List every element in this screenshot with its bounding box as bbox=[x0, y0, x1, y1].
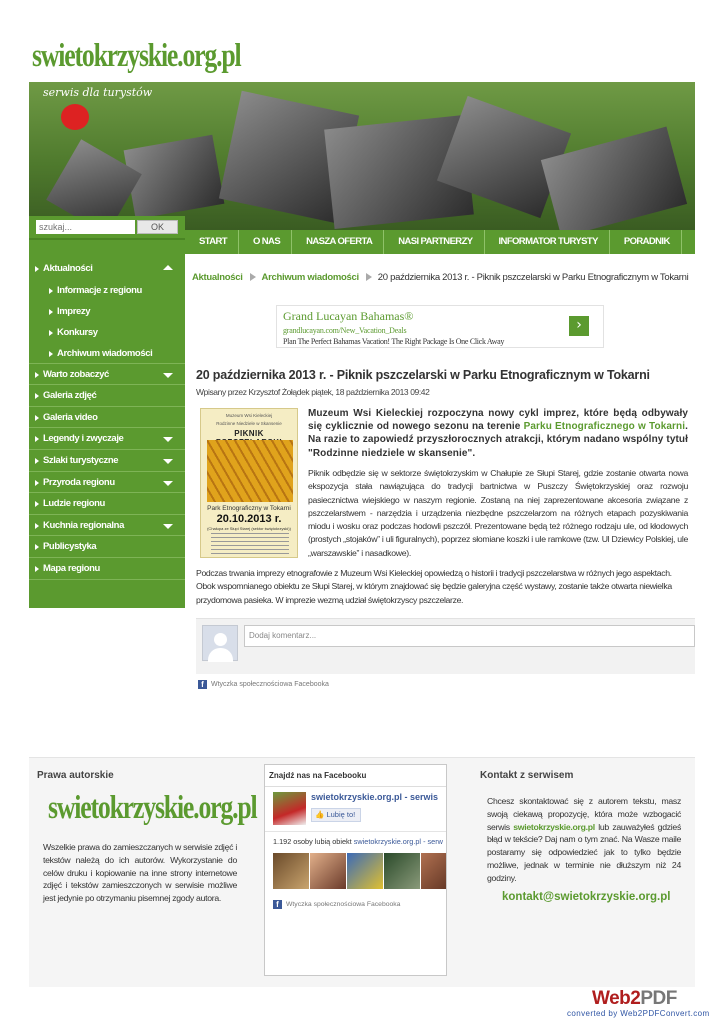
bullet-arrow-icon bbox=[35, 523, 39, 529]
sidebar-item-legendy-i-zwyczaje[interactable] bbox=[29, 428, 185, 450]
avatar bbox=[202, 625, 238, 661]
nav-item-o-nas[interactable]: O NAS bbox=[239, 230, 292, 254]
article-byline: Wpisany przez Krzysztof Żołądek piątek, 18 października 2013 09:42 bbox=[196, 387, 430, 397]
sidebar-item-label: Imprezy bbox=[57, 305, 91, 317]
fan-thumbnail[interactable] bbox=[310, 853, 346, 889]
sidebar-item-mapa-regionu[interactable] bbox=[29, 558, 185, 580]
web2pdf-logo[interactable]: Web2PDF bbox=[592, 988, 677, 1009]
sidebar-item-konkursy[interactable] bbox=[29, 322, 185, 343]
ad-banner[interactable] bbox=[276, 305, 604, 348]
site-tagline: serwis dla turystów bbox=[43, 86, 153, 99]
sidebar-item-label: Galeria zdjęć bbox=[43, 390, 97, 402]
facebook-page-link[interactable]: swietokrzyskie.org.pl - serw bbox=[353, 837, 443, 846]
sidebar-item-kuchnia-regionalna[interactable] bbox=[29, 515, 185, 537]
poster-place: Park Etnograficzny w Tokarni bbox=[207, 505, 291, 512]
sidebar-item-galeria-zdjęć[interactable] bbox=[29, 385, 185, 407]
site-logo[interactable]: swietokrzyskie.org.pl bbox=[32, 38, 241, 74]
sidebar-item-label: Legendy i zwyczaje bbox=[43, 433, 124, 445]
ad-description: Plan The Perfect Bahamas Vacation! The Right Package Is One Click Away bbox=[283, 337, 505, 346]
search-input[interactable] bbox=[36, 220, 135, 234]
facebook-like-count: 1.192 osoby lubią obiekt swietokrzyskie.org.pl - serw bbox=[265, 831, 446, 846]
search-button[interactable]: OK bbox=[137, 220, 178, 234]
poster-line1: Muzeum Wsi Kieleckiej bbox=[225, 413, 273, 418]
sidebar-item-label: Mapa regionu bbox=[43, 562, 100, 574]
sidebar-item-label: Aktualności bbox=[43, 263, 93, 274]
bullet-arrow-icon bbox=[35, 393, 39, 399]
breadcrumb-separator-icon bbox=[250, 273, 256, 281]
sidebar-item-label: Ludzie regionu bbox=[43, 498, 105, 510]
sidebar-item-label: Kuchnia regionalna bbox=[43, 519, 124, 531]
facebook-page-picture[interactable] bbox=[273, 792, 306, 825]
chevron-right-icon[interactable]: › bbox=[569, 316, 589, 336]
facebook-likebox bbox=[264, 764, 447, 976]
facebook-fan-thumbnails bbox=[273, 853, 447, 889]
fan-thumbnail[interactable] bbox=[273, 853, 309, 889]
copyright-text: Wszelkie prawa do zamieszczanych w serwisie zdjęć i tekstów należą do ich autorów. Wykorzystanie do celów druku i kopiowanie na inne strony internetowe zdjęć i tekstów zamieszczonych w serwisie możliwe jest jedynie po otrzymaniu pisemnej zgody autora. bbox=[43, 842, 237, 904]
breadcrumb-item-archiwum[interactable]: Archiwum wiadomości bbox=[261, 272, 359, 283]
mascot-witch-icon bbox=[61, 104, 89, 130]
footer-logo[interactable]: swietokrzyskie.org.pl bbox=[48, 790, 257, 826]
sidebar-item-informacje-z-regionu[interactable] bbox=[29, 280, 185, 301]
poster-small: (Chałupa ze Słupi Starej (sektor świętokrzyski)) bbox=[207, 526, 291, 531]
facebook-page-name[interactable]: swietokrzyskie.org.pl - serwis bbox=[311, 792, 439, 802]
article-paragraph: Podczas trwania imprezy etnografowie z Muzeum Wsi Kieleckiej opowiedzą o historii i tradycji pszczelarstwa w różnych jego aspektach. Obok wspomnianego obiektu ze Słupi Starej, w którym znajdować się będzie galeryjna część wystawy, zostanie także otwarta niewielka przydomowa pasieka. W imprezie wezmą udział świętokrzyscy pszczelarze. bbox=[196, 568, 672, 605]
sidebar-menu bbox=[29, 258, 185, 580]
sidebar-item-label: Informacje z regionu bbox=[57, 284, 142, 296]
event-poster bbox=[200, 408, 298, 558]
sidebar-item-label: Publicystyka bbox=[43, 541, 97, 553]
chevron-down-icon[interactable] bbox=[163, 437, 173, 442]
sidebar-item-label: Warto zobaczyć bbox=[43, 368, 109, 380]
fan-thumbnail[interactable] bbox=[384, 853, 420, 889]
sidebar-item-label: Galeria video bbox=[43, 411, 98, 423]
chevron-down-icon[interactable] bbox=[163, 524, 173, 529]
sidebar-item-archiwum-wiadomości[interactable] bbox=[29, 343, 185, 364]
breadcrumb-item-aktualnosci[interactable]: Aktualności bbox=[192, 272, 243, 283]
nav-item-start[interactable]: START bbox=[185, 230, 239, 254]
sidebar-item-label: Konkursy bbox=[57, 326, 98, 338]
sidebar bbox=[29, 216, 185, 608]
sidebar-item-label: Przyroda regionu bbox=[43, 476, 115, 488]
bullet-arrow-icon bbox=[35, 266, 39, 272]
sidebar-item-publicystyka[interactable] bbox=[29, 536, 185, 558]
facebook-plugin-credit[interactable]: f Wtyczka społecznościowa Facebooka bbox=[198, 680, 329, 689]
main-nav bbox=[185, 230, 695, 254]
chevron-down-icon[interactable] bbox=[163, 459, 173, 464]
sidebar-item-aktualności[interactable] bbox=[29, 258, 185, 280]
chevron-down-icon[interactable] bbox=[163, 373, 173, 378]
bullet-arrow-icon bbox=[49, 330, 53, 336]
ad-url[interactable]: grandlucayan.com/New_Vacation_Deals bbox=[283, 326, 407, 335]
fan-thumbnail[interactable] bbox=[347, 853, 383, 889]
nav-item-nasza-oferta[interactable]: NASZA OFERTA bbox=[292, 230, 384, 254]
nav-item-poradnik[interactable]: PORADNIK bbox=[610, 230, 682, 254]
fan-thumbnail[interactable] bbox=[421, 853, 447, 889]
facebook-like-button[interactable]: 👍 Lubię to! bbox=[311, 808, 361, 822]
poster-line2: Rodzinne Niedziele w Skansenie bbox=[216, 421, 282, 426]
sidebar-item-warto-zobaczyć[interactable] bbox=[29, 364, 185, 386]
honeycomb-image bbox=[207, 440, 293, 502]
comments-box bbox=[196, 618, 695, 674]
bullet-arrow-icon bbox=[35, 480, 39, 486]
bullet-arrow-icon bbox=[35, 458, 39, 464]
park-link[interactable]: Parku Etnograficznego w Tokarni bbox=[523, 421, 686, 433]
facebook-heading: Znajdź nas na Facebooku bbox=[265, 765, 446, 787]
ad-title[interactable]: Grand Lucayan Bahamas® bbox=[283, 309, 414, 323]
sidebar-item-imprezy[interactable] bbox=[29, 301, 185, 322]
nav-item-informator-turysty[interactable]: INFORMATOR TURYSTY bbox=[485, 230, 610, 254]
sidebar-item-galeria-video[interactable] bbox=[29, 407, 185, 429]
article-title: 20 października 2013 r. - Piknik pszczelarski w Parku Etnograficznym w Tokarni bbox=[196, 368, 650, 382]
bullet-arrow-icon bbox=[35, 415, 39, 421]
header-banner bbox=[29, 82, 695, 230]
facebook-icon: f bbox=[273, 900, 282, 909]
bullet-arrow-icon bbox=[49, 288, 53, 294]
contact-email-link[interactable]: kontakt@swietokrzyskie.org.pl bbox=[502, 891, 671, 903]
nav-item-nasi-partnerzy[interactable]: NASI PARTNERZY bbox=[384, 230, 484, 254]
article-lead: Muzeum Wsi Kieleckiej rozpoczyna nowy cykl imprez, które będą odbywały się cyklicznie od nowego sezonu na terenie Parku Etnograficznego w Tokarni. Na razie to zapowiedź przyszłorocznych atrakcji, którym nadano wspólny tytuł "Rodzinne niedziele w skansenie". bbox=[308, 408, 688, 459]
bullet-arrow-icon bbox=[35, 436, 39, 442]
bullet-arrow-icon bbox=[35, 544, 39, 550]
copyright-heading: Prawa autorskie bbox=[37, 770, 114, 781]
web2pdf-link[interactable]: converted by Web2PDFConvert.com bbox=[567, 1009, 710, 1018]
sidebar-item-label: Szlaki turystyczne bbox=[43, 454, 119, 466]
bullet-arrow-icon bbox=[35, 501, 39, 507]
bullet-arrow-icon bbox=[49, 351, 53, 357]
breadcrumb-current: 20 października 2013 r. - Piknik pszczelarski w Parku Etnograficznym w Tokarni bbox=[377, 272, 689, 283]
contact-text: Chcesz skontaktować się z autorem tekstu, masz swoją ciekawą propozycję, która może wzbogacić serwis swietokrzyskie.org.pl lub zauważyłeś gdzieś błąd w tekście? Daj nam o tym znać. Na Wasze maile postaramy się odpowiedzieć jak to tylko będzie możliwe, jednak w terminie nie dłuższym niż 24 godziny. bbox=[487, 796, 681, 883]
sidebar-item-szlaki-turystyczne[interactable] bbox=[29, 450, 185, 472]
breadcrumb bbox=[192, 272, 688, 283]
poster-title: PIKNIK bbox=[234, 429, 264, 438]
poster-date: 20.10.2013 r. bbox=[216, 513, 282, 525]
comment-input[interactable]: Dodaj komentarz... bbox=[244, 625, 695, 647]
bullet-arrow-icon bbox=[49, 309, 53, 315]
breadcrumb-separator-icon bbox=[366, 273, 372, 281]
article-paragraph: Piknik odbędzie się w sektorze świętokrzyskim w Chałupie ze Słupi Starej, gdzie zostanie otwarta nowa ekspozycja stała nawiązująca do tradycji bartnictwa w Puszczy Świętokrzyskiej oraz rozwoju pasiecznictwa wiejskiego w naszym regionie. Zostaną na niej zaprezentowane akcesoria związane z pszczelarstwem - narzędzia i urządzenia niezbędne pszczelarzom na różnych etapach pozyskiwania miodu i wosku oraz podczas hodowli pszczół. Prezentowane będą też różnego rodzaju ule, od kłodowych (prostych „stojaków” i uli figuralnych), poprzez słomiane koszki i ule ramkowe (tzw. Ul Dziewicy Polskiej, ule „warszawskie” i nasadkowe). bbox=[308, 468, 688, 558]
contact-heading: Kontakt z serwisem bbox=[480, 770, 574, 781]
sidebar-item-ludzie-regionu[interactable] bbox=[29, 493, 185, 515]
facebook-plugin-credit[interactable]: f Wtyczka społecznościowa Facebooka bbox=[273, 900, 400, 909]
thumbs-up-icon: 👍 bbox=[315, 810, 325, 819]
sidebar-item-przyroda-regionu[interactable] bbox=[29, 472, 185, 494]
sidebar-item-label: Archiwum wiadomości bbox=[57, 347, 153, 359]
bullet-arrow-icon bbox=[35, 372, 39, 378]
facebook-icon: f bbox=[198, 680, 207, 689]
chevron-up-icon[interactable] bbox=[163, 265, 173, 270]
chevron-down-icon[interactable] bbox=[163, 481, 173, 486]
bullet-arrow-icon bbox=[35, 566, 39, 572]
